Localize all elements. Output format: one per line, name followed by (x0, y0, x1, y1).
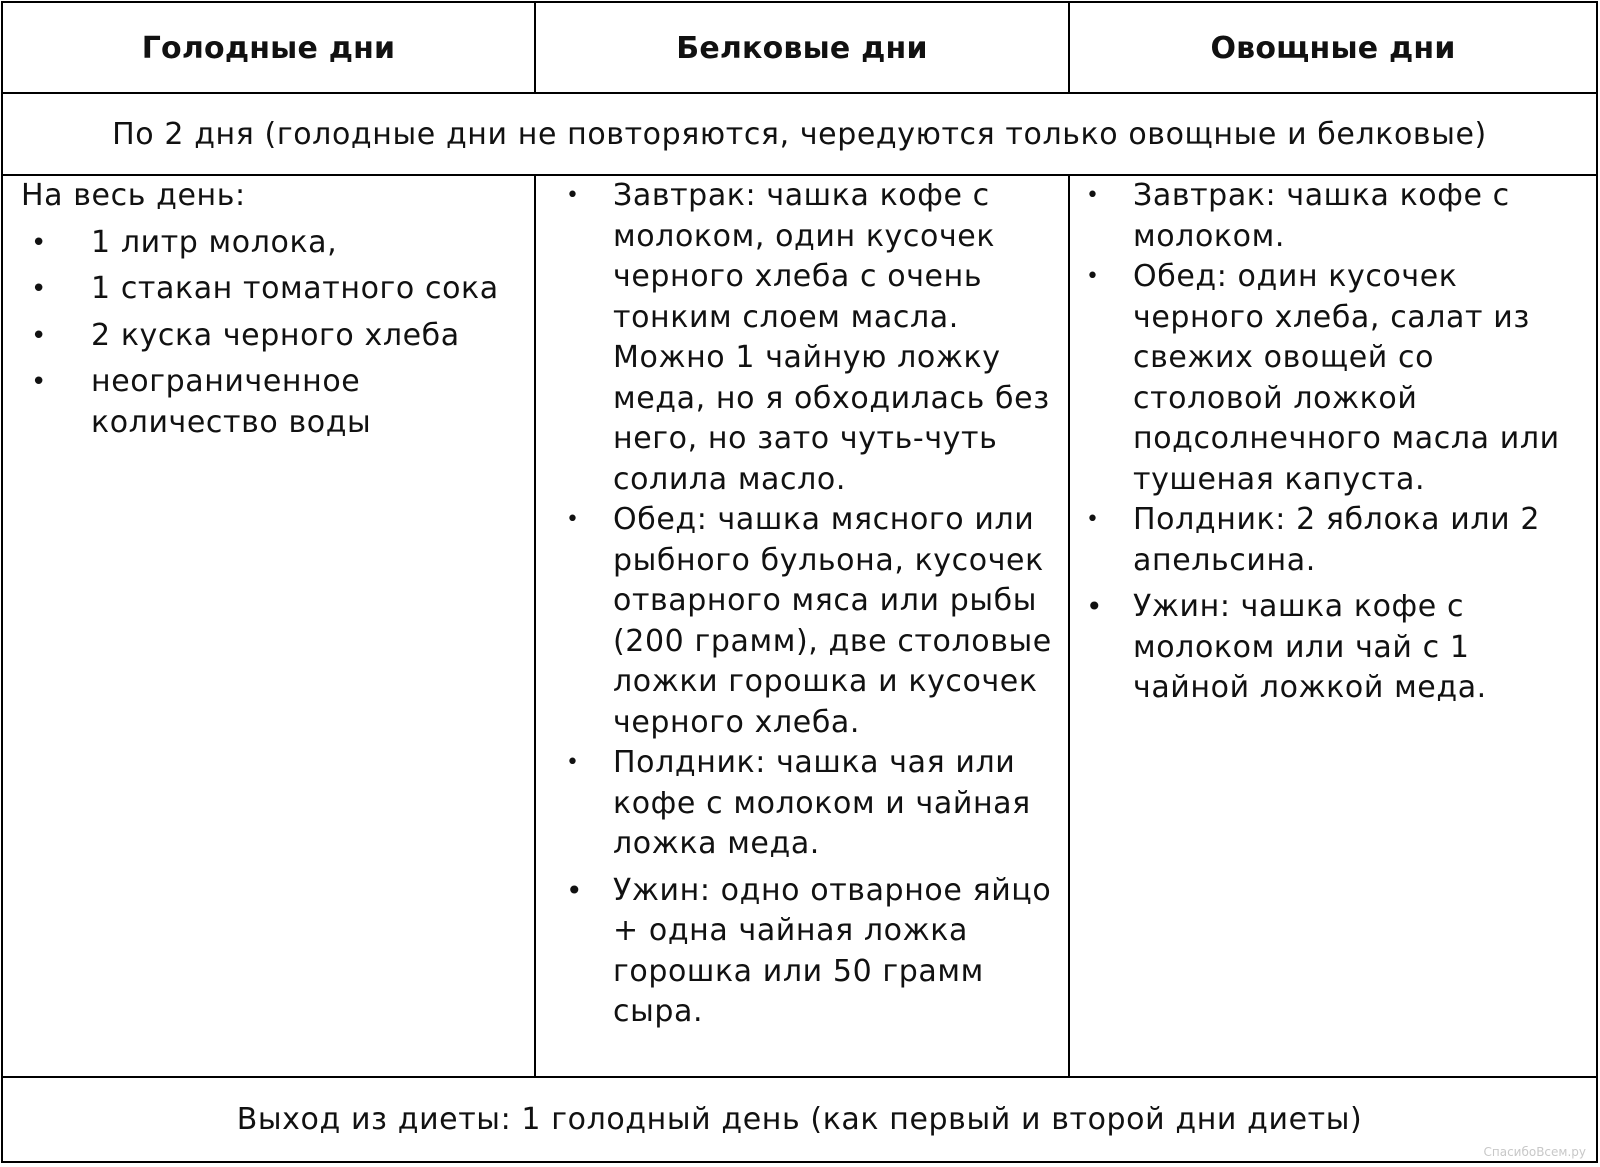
list-item: • Обед: один кусочек черного хлеба, салат из свежих овощей со столовой ложкой подсолнечного масла или тушеная капуста. (1086, 259, 1560, 497)
bullet-icon: • (1086, 264, 1100, 289)
bullet-icon: • (566, 750, 580, 775)
protein-days-cell (536, 176, 1062, 1033)
list-item: • 2 куска черного хлеба (21, 316, 526, 357)
bullet-icon: • (1086, 183, 1100, 208)
list-item: • Ужин: чашка кофе с молоком или чай с 1 чайной ложкой меда. (1086, 589, 1487, 705)
bullet-icon: • (1086, 507, 1100, 532)
exit-note: Выход из диеты: 1 голодный день (как первый и второй дни диеты) (236, 1102, 1363, 1137)
bullet-icon: • (31, 227, 47, 258)
column-divider-1 (534, 3, 536, 94)
diet-table (1, 1, 1598, 1163)
vegetable-days-cell (1056, 176, 1592, 709)
list-item: • 1 стакан томатного сока (21, 269, 526, 310)
protein-days-list (536, 176, 1062, 1033)
bullet-icon: • (566, 873, 584, 907)
vegetable-days-list (1056, 176, 1592, 709)
list-item: • неограниченное количество воды (31, 364, 372, 440)
bullet-icon: • (31, 320, 47, 351)
hungry-days-list (21, 223, 526, 444)
bullet-icon: • (566, 183, 580, 208)
hungry-days-cell (21, 176, 526, 449)
list-item: • Ужин: одно отварное яйцо + одна чайная ложка горошка или 50 грамм сыра. (566, 872, 1052, 1029)
header-hungry-days: Голодные дни (141, 31, 396, 66)
list-item: • 1 литр молока, (21, 223, 526, 264)
list-item: • Обед: чашка мясного или рыбного бульона, кусочек отварного мяса или рыбы (200 грамм), две столовые ложки горошка и кусочек черного хлеба. (566, 502, 1052, 740)
header-protein-days: Белковые дни (676, 31, 928, 66)
bullet-icon: • (31, 367, 47, 397)
bullet-icon: • (566, 507, 580, 532)
header-vegetable-days: Овощные дни (1210, 31, 1456, 66)
list-item: • Полдник: чашка чая или кофе с молоком и чайная ложка меда. (566, 745, 1031, 861)
list-item: • Завтрак: чашка кофе с молоком. (1086, 178, 1510, 254)
bullet-icon: • (31, 274, 47, 304)
duration-note: По 2 дня (голодные дни не повторяются, чередуются только овощные и белковые) (112, 116, 1487, 152)
watermark: СпасибоВсем.ру (1483, 1145, 1586, 1159)
list-item: • Полдник: 2 яблока или 2 апельсина. (1086, 502, 1541, 578)
bullet-icon: • (1086, 590, 1104, 623)
list-item: • Завтрак: чашка кофе с молоком, один кусочек черного хлеба с очень тонким слоем масла. Можно 1 чайную ложку меда, но я обходилась без него, но зато чуть-чуть солила масло. (566, 178, 1050, 497)
hungry-days-intro: На весь день: (21, 178, 246, 213)
column-divider-2 (1068, 3, 1070, 94)
